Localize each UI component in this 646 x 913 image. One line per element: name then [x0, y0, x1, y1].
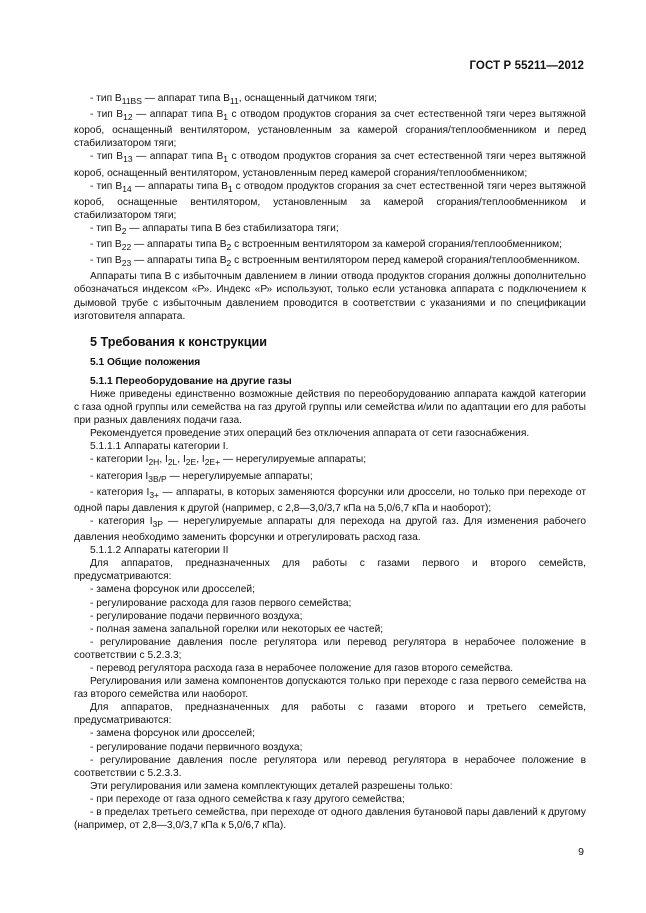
paragraph: - тип $В_{13}$ — аппарат типа $В_1$ с отводом продуктов сгорания за счет естественной тяги через вытяжной короб, оснащенный вентилятором, установленным перед камерой сгорания/теплообменником; — [74, 151, 586, 179]
paragraph: - регулирование давления после регулятора или перевод регулятора в нерабочее положение в соответствии с 5.2.3.3; — [74, 636, 586, 661]
page-number: 9 — [578, 846, 584, 858]
document-body — [74, 92, 586, 832]
standard-header: ГОСТ Р 55211—2012 — [469, 60, 584, 72]
paragraph: Регулирования или замена компонентов допускаются только при переходе с газа первого семейства на газ второго семейства или наоборот. — [74, 676, 586, 701]
paragraph: - тип $В_2$ — аппараты типа В без стабилизатора тяги; — [90, 222, 339, 236]
paragraph: - в пределах третьего семейства, при переходе от одного давления бутановой пары давлений к другому (например, от 2,8—3,0/3,7 кПа к 5,0/6,7 кПа). — [74, 807, 586, 832]
paragraph: Для аппаратов, предназначенных для работы с газами первого и второго семейств, предусматриваются: — [74, 558, 586, 583]
section-heading: 5.1.1 Переоборудование на другие газы — [90, 375, 292, 387]
paragraph: Аппараты типа В с избыточным давлением в линии отвода продуктов сгорания должны дополнительно обозначаться индексом «Р». Индекс «Р» используют, только если установка аппарата с подключением к дымовой трубе с избыточным давлением проводится в соответствии с указаниями и по спецификации изготовителя аппарата. — [74, 271, 586, 322]
paragraph: - регулирование давления после регулятора или перевод регулятора в нерабочее положение в соответствии с 5.2.3.3. — [74, 754, 586, 779]
paragraph: - полная замена запальной горелки или некоторых ее частей; — [90, 623, 384, 635]
paragraph: - категории $I_{2H}$, $I_{2L}$, $I_{2E}$, $I_{2E+}$ — нерегулируемые аппараты; — [90, 454, 367, 468]
paragraph: Ниже приведены единственно возможные действия по переоборудованию аппарата каждой категории с газа одной группы или семейства на газ другой группы или семейства и/или по адаптации его для работы при разных давлениях подачи газа. — [74, 389, 586, 427]
paragraph: Эти регулирования или замена комплектующих деталей разрешены только: — [90, 780, 453, 792]
paragraph: - тип $В_{12}$ — аппарат типа $В_1$ с отводом продуктов сгорания за счет естественной тяги через вытяжной короб, оснащенный вентилятором, установленным за камерой сгорания/теплообменником и перед стабилизатором тяги; — [74, 109, 586, 150]
paragraph: - категория $I_{3+}$ — аппараты, в которых заменяются форсунки или дроссели, но только при переходе от одной пары давления к другой (например, с 2,8—3,0/3,7 кПа на 5,0/6,7 кПа и наоборот); — [74, 486, 586, 514]
section-heading: 5 Требования к конструкции — [90, 334, 267, 349]
paragraph: - при переходе от газа одного семейства к газу другого семейства; — [90, 793, 405, 805]
paragraph: - категория $I_{3P}$ — нерегулируемые аппараты для перехода на другой газ. Для изменения рабочего давления необходимо заменить форсунки и отрегулировать расход газа. — [74, 515, 586, 544]
paragraph: Рекомендуется проведение этих операций без отключения аппарата от сети газоснабжения. — [90, 428, 530, 440]
paragraph: - тип $В_{14}$ — аппараты типа $В_1$ с отводом продуктов сгорания за счет естественной тяги через вытяжной короб, оснащенные вентилятором, установленным за камерой сгорания/теплообменником и стабилизатором тяги; — [74, 180, 586, 221]
paragraph: - категория $I_{3B/P}$ — нерегулируемые аппараты; — [90, 470, 313, 484]
paragraph: - замена форсунок или дросселей; — [90, 584, 255, 596]
paragraph: - тип $В_{22}$ — аппараты типа $В_2$ с встроенным вентилятором за камерой сгорания/теплообменником; — [90, 239, 562, 253]
paragraph: Для аппаратов, предназначенных для работы с газами второго и третьего семейств, предусматриваются: — [74, 702, 586, 727]
paragraph: - замена форсунок или дросселей; — [90, 728, 255, 740]
paragraph: 5.1.1.2 Аппараты категории II — [90, 545, 229, 557]
paragraph: - регулирование расхода для газов первого семейства; — [90, 597, 352, 609]
section-heading: 5.1 Общие положения — [90, 356, 201, 368]
paragraph: - тип $В_{23}$ — аппараты типа $В_2$ с встроенным вентилятором перед камерой сгорания/теплообменником. — [90, 255, 580, 269]
paragraph: - перевод регулятора расхода газа в нерабочее положение для газов второго семейства. — [90, 663, 514, 674]
paragraph: - регулирование подачи первичного воздуха; — [90, 741, 303, 753]
paragraph: 5.1.1.1 Аппараты категории I. — [90, 441, 229, 453]
paragraph: - тип $В_{11BS}$ — аппарат типа $В_{11}$, оснащенный датчиком тяги; — [90, 93, 378, 107]
paragraph: - регулирование подачи первичного воздуха; — [90, 610, 303, 622]
